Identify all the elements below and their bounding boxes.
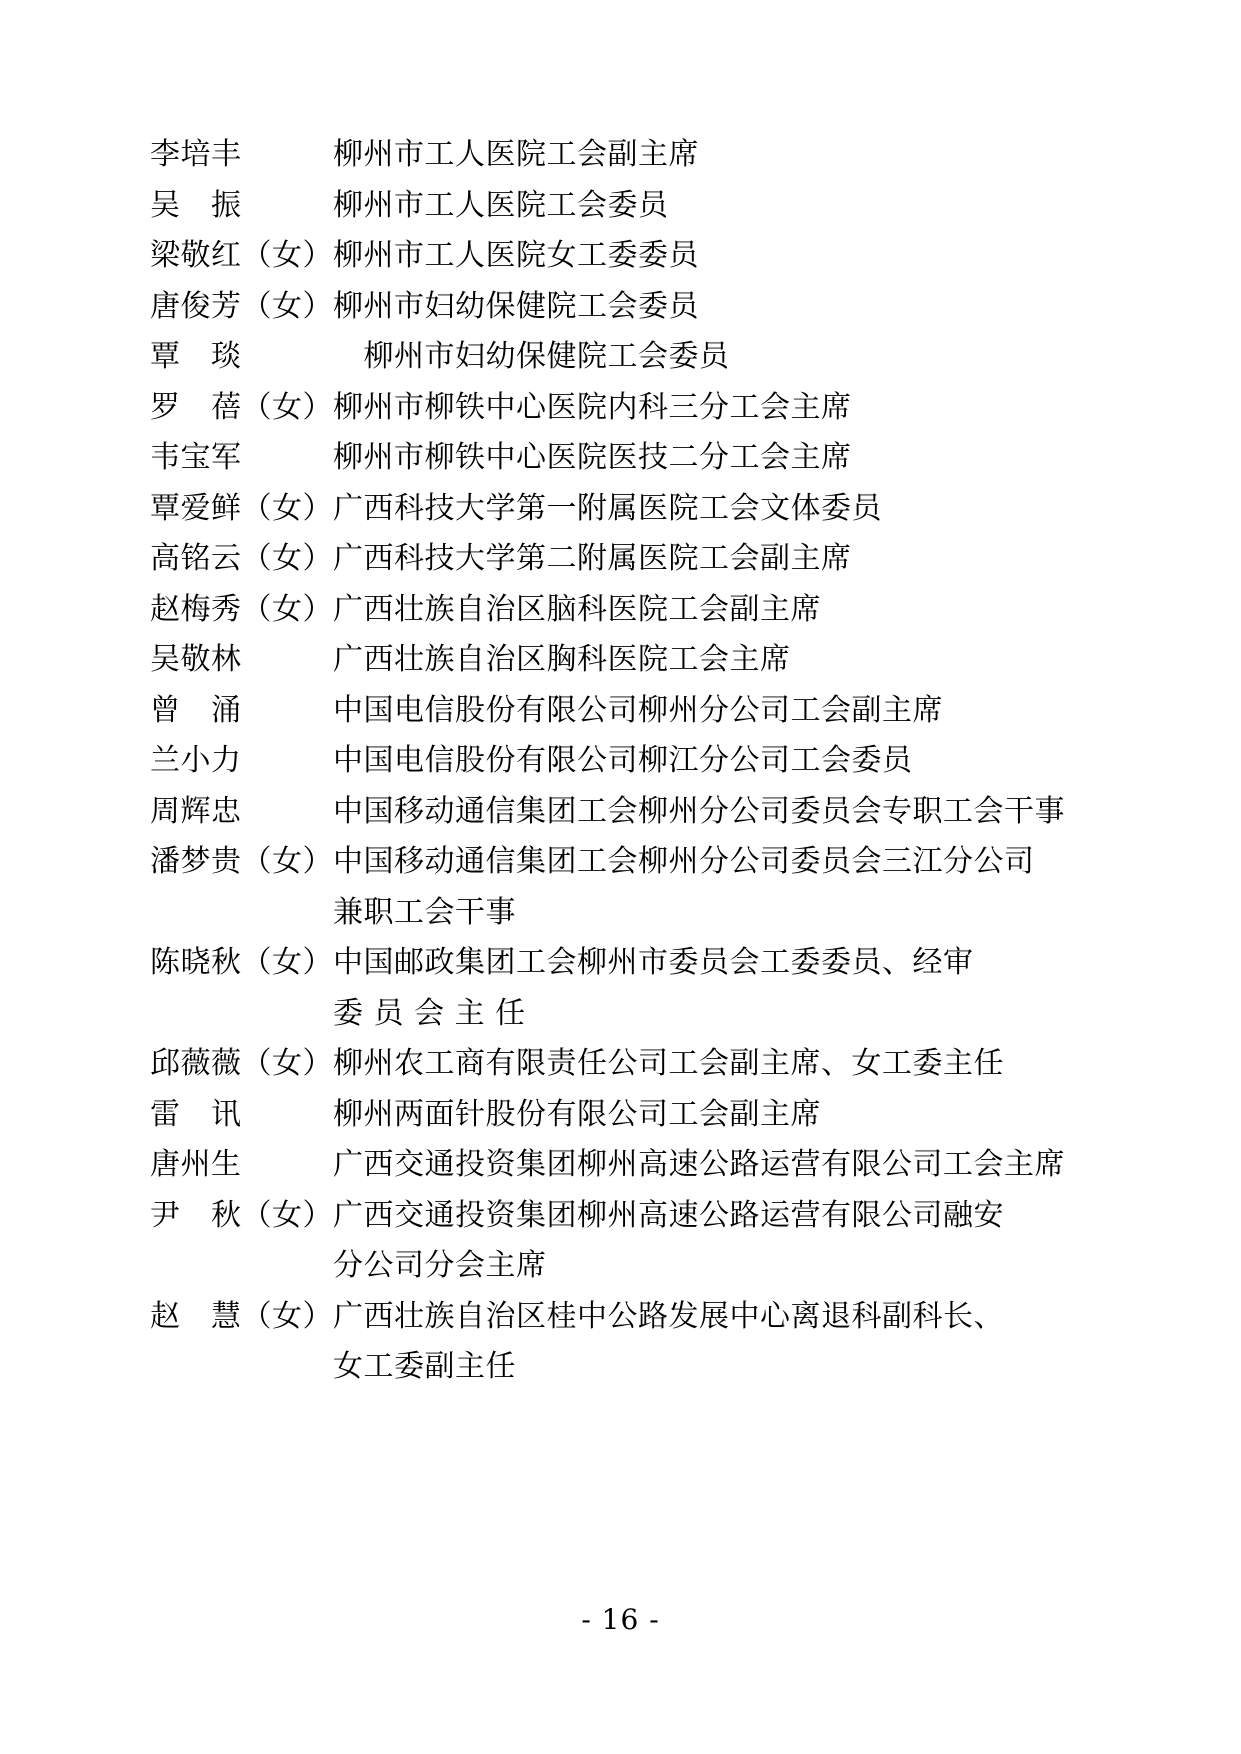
- entry-name: 陈晓秋（女）: [150, 945, 333, 980]
- entry-name: 罗 蓓（女）: [150, 389, 333, 425]
- entry-title: 中国电信股份有限公司柳江分公司工会委员: [333, 743, 913, 778]
- entry-title: 中国邮政集团工会柳州市委员会工委委员、经审: [333, 945, 974, 980]
- entry-title-continuation: 兼职工会干事: [333, 894, 516, 930]
- list-item: [150, 1292, 1091, 1343]
- page-number: - 16 -: [581, 1603, 660, 1636]
- entry-title: 广西交通投资集团柳州高速公路运营有限公司融安: [333, 1197, 1004, 1233]
- entry-title: 中国电信股份有限公司柳州分公司工会副主席: [333, 692, 943, 728]
- entry-title: 广西科技大学第二附属医院工会副主席: [333, 541, 852, 576]
- list-item: [150, 1090, 1091, 1141]
- entry-name: 曾 涌: [150, 692, 242, 728]
- list-item: [150, 686, 1091, 737]
- entry-title: 柳州市工人医院工会副主席: [333, 137, 699, 172]
- entry-name: 潘梦贵（女）: [150, 844, 333, 879]
- list-item: [150, 534, 1091, 585]
- list-item: [150, 635, 1091, 686]
- list-item: [150, 1039, 1091, 1090]
- list-item: [150, 1191, 1091, 1242]
- list-item: [150, 1140, 1091, 1191]
- entry-name: 高铭云（女）: [150, 541, 333, 576]
- list-item: [150, 231, 1091, 282]
- entry-name: 韦宝军: [150, 440, 242, 475]
- entry-name: 雷 讯: [150, 1096, 242, 1132]
- entry-title: 柳州市柳铁中心医院内科三分工会主席: [333, 389, 852, 425]
- entry-name: 周辉忠: [150, 793, 242, 829]
- entry-name: 尹 秋（女）: [150, 1197, 333, 1233]
- list-item: [150, 938, 1091, 989]
- entry-title: 柳州市妇幼保健院工会委员: [333, 288, 699, 324]
- list-item: [150, 484, 1091, 535]
- list-item: [150, 181, 1091, 232]
- entry-title-continuation: 分公司分会主席: [333, 1248, 547, 1283]
- list-item: [150, 383, 1091, 434]
- entry-name: 覃爱鲜（女）: [150, 490, 333, 526]
- entry-name: 赵梅秀（女）: [150, 591, 333, 627]
- entry-title: 广西壮族自治区胸科医院工会主席: [333, 642, 791, 677]
- entry-name: 吴敬林: [150, 642, 242, 677]
- entry-name: 梁敬红（女）: [150, 238, 333, 273]
- entry-name: 唐俊芳（女）: [150, 288, 333, 324]
- entry-title-continuation: 委 员 会 主 任: [333, 995, 526, 1031]
- list-item: [150, 787, 1091, 838]
- name-title-list: [150, 130, 1091, 1393]
- list-item: [150, 585, 1091, 636]
- list-item: [150, 433, 1091, 484]
- entry-name: 兰小力: [150, 743, 242, 778]
- entry-name: 吴 振: [150, 187, 242, 223]
- entry-title: 中国移动通信集团工会柳州分公司委员会三江分公司: [333, 844, 1035, 879]
- entry-title: 柳州市妇幼保健院工会委员: [333, 339, 730, 374]
- entry-name: 赵 慧（女）: [150, 1298, 333, 1334]
- entry-title: 柳州市柳铁中心医院医技二分工会主席: [333, 440, 852, 475]
- entry-name: 唐州生: [150, 1147, 242, 1182]
- list-item: [150, 332, 1091, 383]
- entry-title: 广西科技大学第一附属医院工会文体委员: [333, 490, 882, 526]
- entry-title: 柳州农工商有限责任公司工会副主席、女工委主任: [333, 1046, 1004, 1081]
- entry-title: 广西壮族自治区脑科医院工会副主席: [333, 591, 821, 627]
- entry-name: 覃 琰: [150, 339, 242, 374]
- entry-title: 柳州市工人医院工会委员: [333, 187, 669, 223]
- entry-title-continuation: 女工委副主任: [333, 1349, 516, 1384]
- entry-name: 李培丰: [150, 137, 242, 172]
- list-item: [150, 837, 1091, 888]
- entry-title: 广西交通投资集团柳州高速公路运营有限公司工会主席: [333, 1147, 1065, 1182]
- list-item: [150, 282, 1091, 333]
- entry-title: 中国移动通信集团工会柳州分公司委员会专职工会干事: [333, 793, 1065, 829]
- entry-title: 柳州两面针股份有限公司工会副主席: [333, 1096, 821, 1132]
- entry-name: 邱薇薇（女）: [150, 1046, 333, 1081]
- page-footer: [0, 1603, 1241, 1636]
- list-item: [150, 736, 1091, 787]
- entry-title: 柳州市工人医院女工委委员: [333, 238, 699, 273]
- entry-title: 广西壮族自治区桂中公路发展中心离退科副科长、: [333, 1298, 1004, 1334]
- list-item: [150, 130, 1091, 181]
